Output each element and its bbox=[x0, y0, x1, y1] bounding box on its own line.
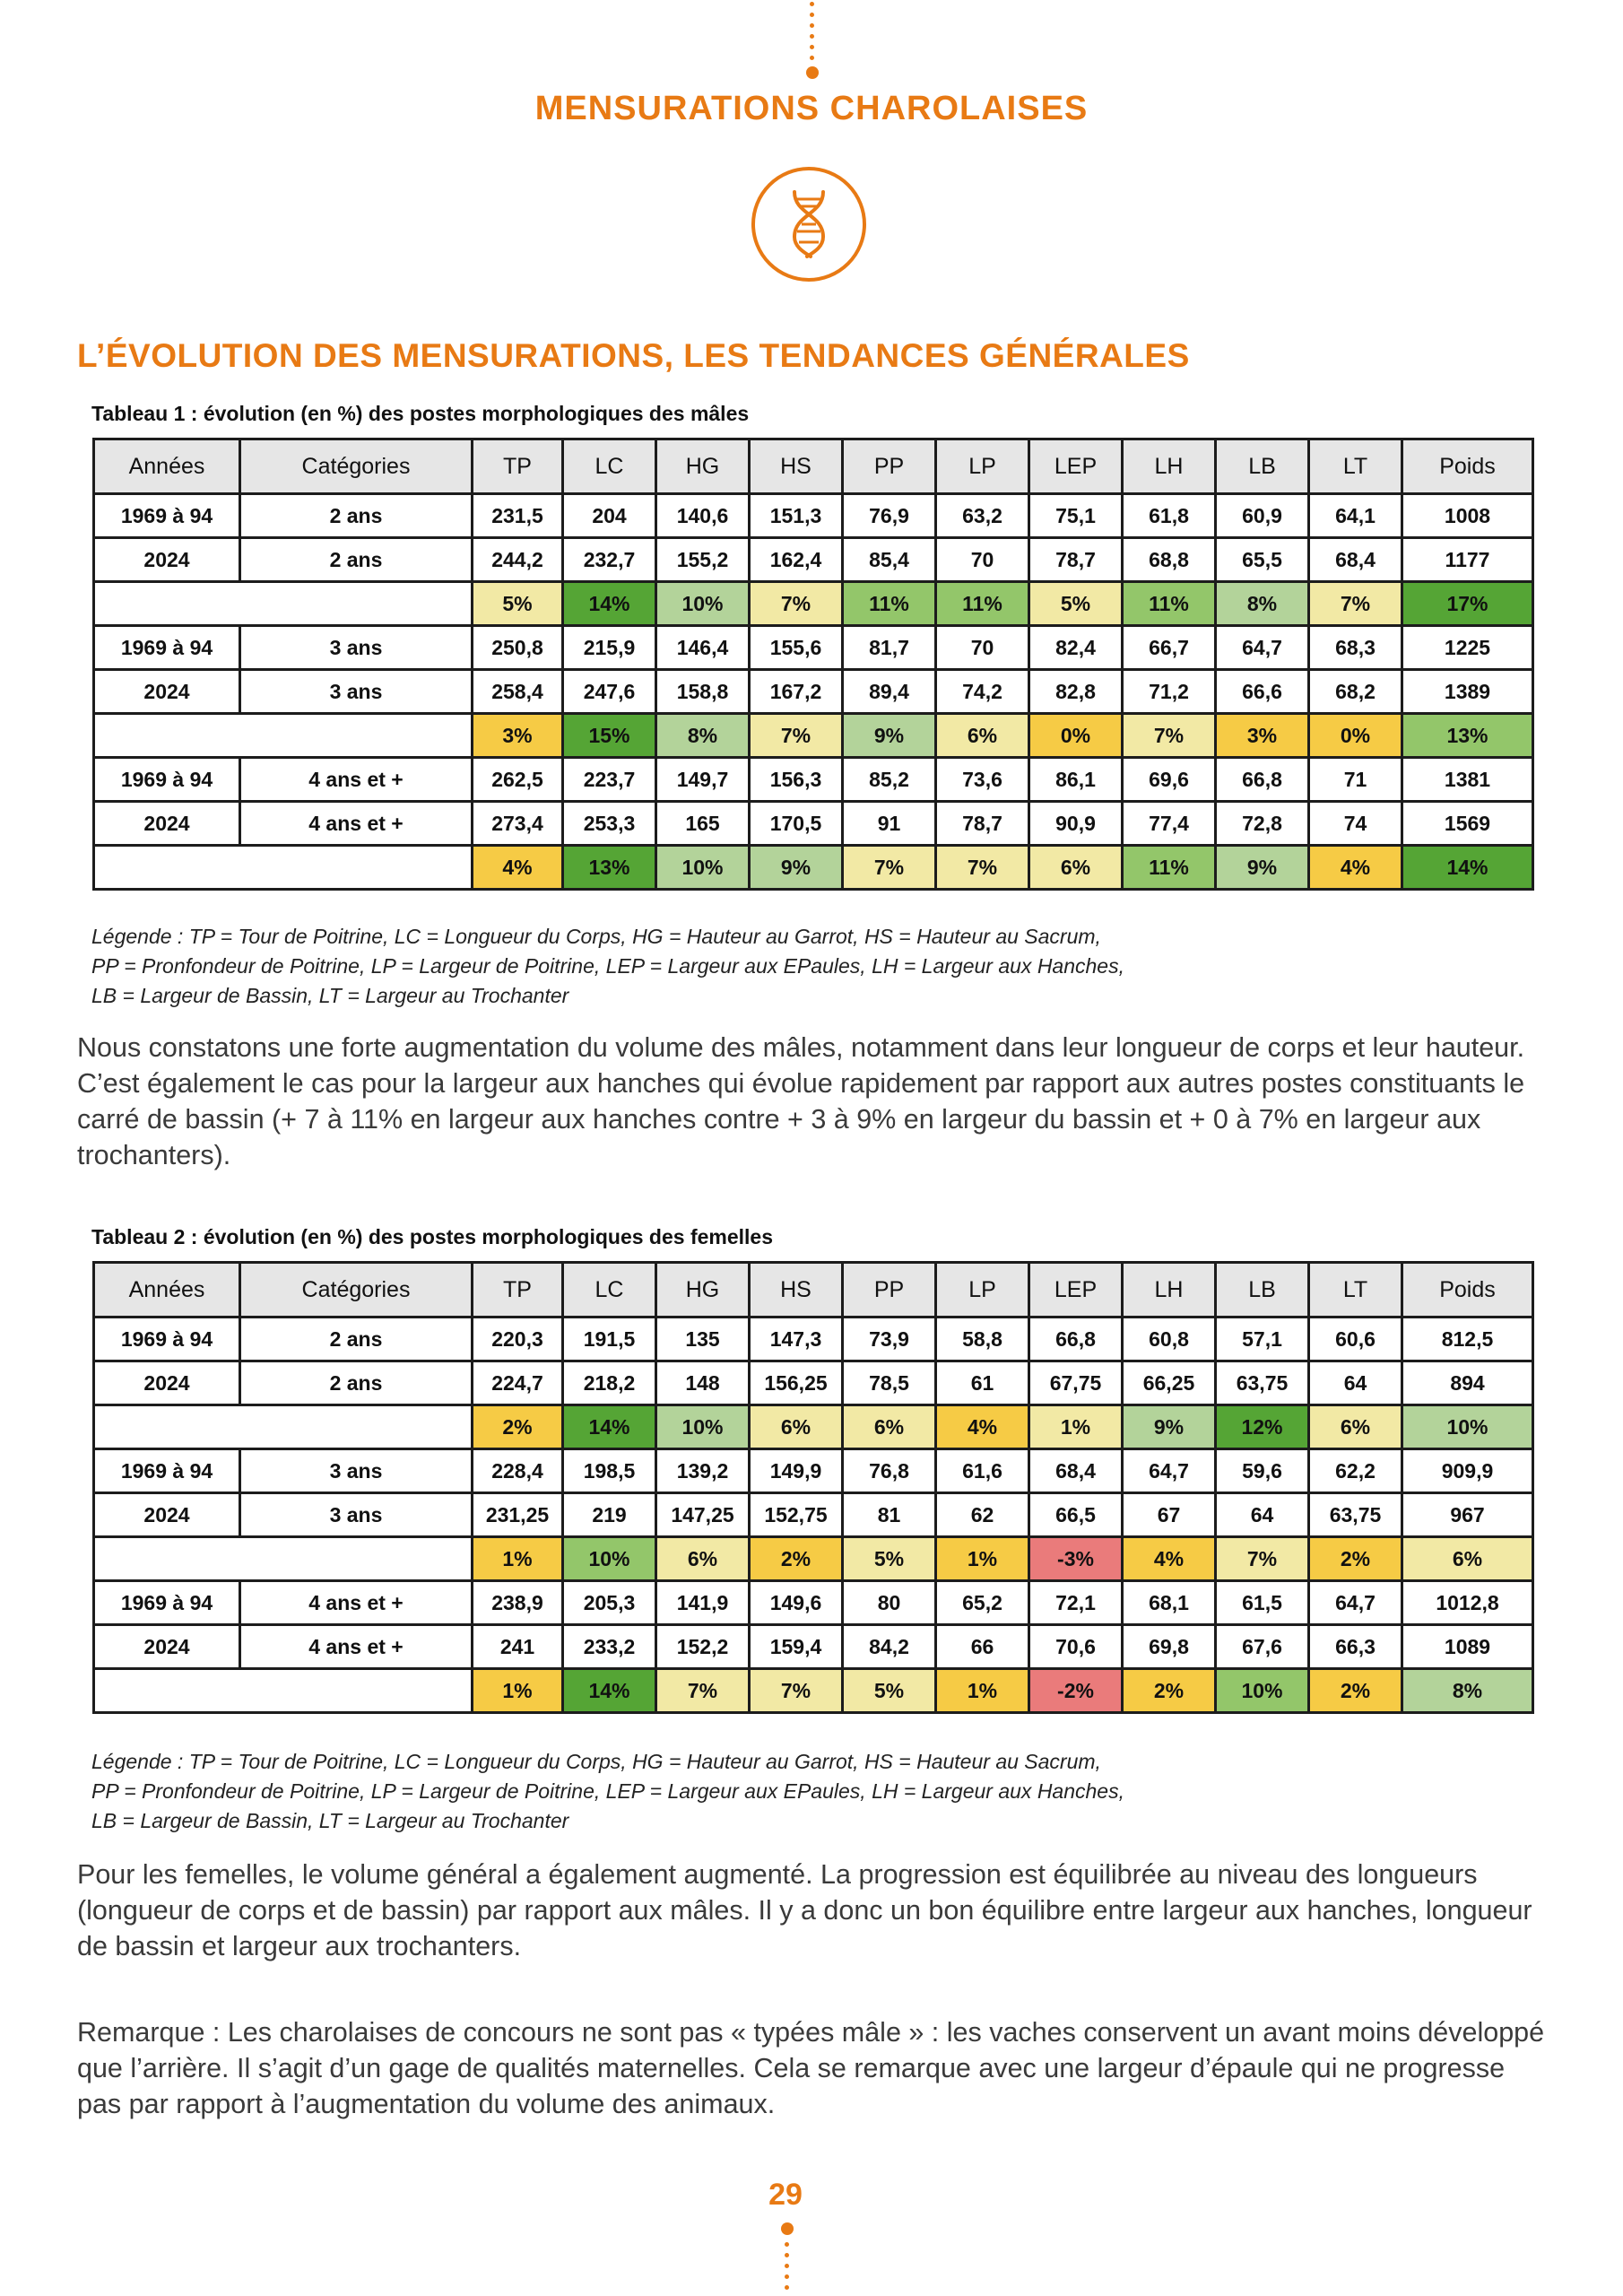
table-cell: 155,6 bbox=[750, 626, 843, 670]
table-cell: 135 bbox=[656, 1318, 750, 1361]
column-header: Catégories bbox=[240, 1263, 473, 1318]
table-row bbox=[94, 1318, 1533, 1361]
legend-line: LB = Largeur de Bassin, LT = Largeur au Trochanter bbox=[91, 984, 569, 1007]
table-cell: 60,8 bbox=[1123, 1318, 1216, 1361]
percent-cell: 5% bbox=[843, 1669, 936, 1713]
percent-cell: 1% bbox=[936, 1669, 1029, 1713]
percent-cell: 14% bbox=[563, 582, 656, 626]
table-cell: 233,2 bbox=[563, 1625, 656, 1669]
table-cell: 70 bbox=[936, 626, 1029, 670]
percent-cell: 5% bbox=[1029, 582, 1123, 626]
empty-cell bbox=[94, 1537, 473, 1581]
table-cell: 60,6 bbox=[1309, 1318, 1402, 1361]
table-cell: 57,1 bbox=[1216, 1318, 1309, 1361]
percent-cell: 4% bbox=[936, 1405, 1029, 1449]
percent-cell: 0% bbox=[1029, 714, 1123, 758]
table-cell: 219 bbox=[563, 1493, 656, 1537]
table2-caption: Tableau 2 : évolution (en %) des postes morphologiques des femelles bbox=[91, 1225, 773, 1248]
legend-line: PP = Pronfondeur de Poitrine, LP = Largeur de Poitrine, LEP = Largeur aux EPaules, LH = Largeur aux Hanches, bbox=[91, 954, 1124, 978]
percent-cell: 6% bbox=[936, 714, 1029, 758]
table-cell: 152,2 bbox=[656, 1625, 750, 1669]
table-row bbox=[94, 758, 1533, 802]
table-cell: 220,3 bbox=[473, 1318, 563, 1361]
percent-cell: 7% bbox=[936, 846, 1029, 890]
paragraph-males: Nous constatons une forte augmentation du volume des mâles, notamment dans leur longueur de corps et leur hauteur. C’est également le cas pour la largeur aux hanches qui évolue rapidement par rapport aux autres postes constituants le carré de bassin (+ 7 à 11% en largeur aux hanches contre + 3 à 9% en largeur du bassin et + 0 à 7% en largeur aux trochanters). bbox=[77, 1032, 1525, 1170]
table-row bbox=[94, 670, 1533, 714]
table-cell: 2024 bbox=[94, 1625, 240, 1669]
table-cell: 231,25 bbox=[473, 1493, 563, 1537]
table-cell: 71 bbox=[1309, 758, 1402, 802]
table1-caption: Tableau 1 : évolution (en %) des postes morphologiques des mâles bbox=[91, 402, 750, 425]
table-cell: 224,7 bbox=[473, 1361, 563, 1405]
column-header: Années bbox=[94, 1263, 240, 1318]
percent-cell: 2% bbox=[750, 1537, 843, 1581]
table-cell: 65,2 bbox=[936, 1581, 1029, 1625]
percent-cell: 11% bbox=[1123, 846, 1216, 890]
table-cell: 85,4 bbox=[843, 538, 936, 582]
table-cell: 149,9 bbox=[750, 1449, 843, 1493]
table-cell: 68,3 bbox=[1309, 626, 1402, 670]
table-cell: 152,75 bbox=[750, 1493, 843, 1537]
table-cell: 148 bbox=[656, 1361, 750, 1405]
table-cell: 1381 bbox=[1402, 758, 1533, 802]
table-cell: 1969 à 94 bbox=[94, 758, 240, 802]
table-cell: 89,4 bbox=[843, 670, 936, 714]
table-cell: 70 bbox=[936, 538, 1029, 582]
table-cell: 74 bbox=[1309, 802, 1402, 846]
table-cell: 162,4 bbox=[750, 538, 843, 582]
table-cell: 66,3 bbox=[1309, 1625, 1402, 1669]
table-cell: 70,6 bbox=[1029, 1625, 1123, 1669]
percent-cell: 1% bbox=[473, 1537, 563, 1581]
table-cell: 204 bbox=[563, 494, 656, 538]
table-cell: 1969 à 94 bbox=[94, 1449, 240, 1493]
percent-cell: 8% bbox=[1216, 582, 1309, 626]
table-cell: 262,5 bbox=[473, 758, 563, 802]
percent-cell: 2% bbox=[1309, 1669, 1402, 1713]
percent-cell: 4% bbox=[1123, 1537, 1216, 1581]
table-cell: 244,2 bbox=[473, 538, 563, 582]
table-cell: 65,5 bbox=[1216, 538, 1309, 582]
table-cell: 1969 à 94 bbox=[94, 626, 240, 670]
table-cell: 66,8 bbox=[1216, 758, 1309, 802]
table-cell: 64,7 bbox=[1123, 1449, 1216, 1493]
percent-cell: 7% bbox=[843, 846, 936, 890]
table-cell: 3 ans bbox=[240, 670, 473, 714]
table-cell: 63,75 bbox=[1216, 1361, 1309, 1405]
table-cell: 61 bbox=[936, 1361, 1029, 1405]
table-cell: 247,6 bbox=[563, 670, 656, 714]
table-cell: 67,75 bbox=[1029, 1361, 1123, 1405]
table-cell: 66,7 bbox=[1123, 626, 1216, 670]
percent-cell: 11% bbox=[843, 582, 936, 626]
percent-cell: 9% bbox=[843, 714, 936, 758]
table-cell: 71,2 bbox=[1123, 670, 1216, 714]
column-header: LEP bbox=[1029, 439, 1123, 494]
table-cell: 62 bbox=[936, 1493, 1029, 1537]
table-cell: 2024 bbox=[94, 1493, 240, 1537]
table-cell: 140,6 bbox=[656, 494, 750, 538]
table-cell: 69,8 bbox=[1123, 1625, 1216, 1669]
table-cell: 167,2 bbox=[750, 670, 843, 714]
table-cell: 1008 bbox=[1402, 494, 1533, 538]
table-row bbox=[94, 1581, 1533, 1625]
table-cell: 253,3 bbox=[563, 802, 656, 846]
percent-cell: 8% bbox=[1402, 1669, 1533, 1713]
table-cell: 156,25 bbox=[750, 1361, 843, 1405]
table-cell: 2 ans bbox=[240, 494, 473, 538]
percent-row bbox=[94, 582, 1533, 626]
table-cell: 165 bbox=[656, 802, 750, 846]
table-cell: 77,4 bbox=[1123, 802, 1216, 846]
table-cell: 146,4 bbox=[656, 626, 750, 670]
column-header: HG bbox=[656, 1263, 750, 1318]
dna-icon bbox=[750, 165, 868, 283]
table-cell: 85,2 bbox=[843, 758, 936, 802]
column-header: LC bbox=[563, 1263, 656, 1318]
table-cell: 241 bbox=[473, 1625, 563, 1669]
column-header: LB bbox=[1216, 439, 1309, 494]
column-header: LT bbox=[1309, 439, 1402, 494]
table-cell: 894 bbox=[1402, 1361, 1533, 1405]
percent-cell: -2% bbox=[1029, 1669, 1123, 1713]
table-cell: 250,8 bbox=[473, 626, 563, 670]
percent-cell: -3% bbox=[1029, 1537, 1123, 1581]
percent-cell: 5% bbox=[843, 1537, 936, 1581]
table-cell: 75,1 bbox=[1029, 494, 1123, 538]
table-cell: 82,8 bbox=[1029, 670, 1123, 714]
table-cell: 60,9 bbox=[1216, 494, 1309, 538]
table2-header-row bbox=[94, 1263, 1533, 1318]
table-cell: 68,8 bbox=[1123, 538, 1216, 582]
percent-cell: 7% bbox=[656, 1669, 750, 1713]
percent-cell: 1% bbox=[936, 1537, 1029, 1581]
table-cell: 81,7 bbox=[843, 626, 936, 670]
percent-cell: 13% bbox=[563, 846, 656, 890]
table-cell: 74,2 bbox=[936, 670, 1029, 714]
table-cell: 2 ans bbox=[240, 1318, 473, 1361]
table-cell: 58,8 bbox=[936, 1318, 1029, 1361]
table-cell: 2 ans bbox=[240, 538, 473, 582]
percent-cell: 7% bbox=[750, 1669, 843, 1713]
column-header: LC bbox=[563, 439, 656, 494]
percent-cell: 4% bbox=[473, 846, 563, 890]
table-cell: 215,9 bbox=[563, 626, 656, 670]
table-cell: 3 ans bbox=[240, 1493, 473, 1537]
table-cell: 139,2 bbox=[656, 1449, 750, 1493]
percent-cell: 6% bbox=[1029, 846, 1123, 890]
column-header: LP bbox=[936, 439, 1029, 494]
empty-cell bbox=[94, 582, 473, 626]
column-header: LH bbox=[1123, 439, 1216, 494]
table-cell: 231,5 bbox=[473, 494, 563, 538]
percent-cell: 15% bbox=[563, 714, 656, 758]
percent-cell: 9% bbox=[1123, 1405, 1216, 1449]
table-cell: 61,6 bbox=[936, 1449, 1029, 1493]
percent-cell: 10% bbox=[563, 1537, 656, 1581]
table-cell: 68,4 bbox=[1029, 1449, 1123, 1493]
percent-cell: 1% bbox=[473, 1669, 563, 1713]
legend-line: Légende : TP = Tour de Poitrine, LC = Longueur du Corps, HG = Hauteur au Garrot, HS = Hauteur au Sacrum, bbox=[91, 1750, 1101, 1773]
table-cell: 2 ans bbox=[240, 1361, 473, 1405]
table-cell: 1969 à 94 bbox=[94, 1318, 240, 1361]
table-cell: 156,3 bbox=[750, 758, 843, 802]
column-header: HS bbox=[750, 1263, 843, 1318]
table-cell: 86,1 bbox=[1029, 758, 1123, 802]
table-row bbox=[94, 1449, 1533, 1493]
table-cell: 1225 bbox=[1402, 626, 1533, 670]
percent-cell: 14% bbox=[563, 1405, 656, 1449]
percent-cell: 10% bbox=[656, 1405, 750, 1449]
column-header: TP bbox=[473, 439, 563, 494]
table-cell: 218,2 bbox=[563, 1361, 656, 1405]
page-number: 29 bbox=[768, 2178, 803, 2212]
legend-line: PP = Pronfondeur de Poitrine, LP = Largeur de Poitrine, LEP = Largeur aux EPaules, LH = Largeur aux Hanches, bbox=[91, 1779, 1124, 1803]
table-cell: 2024 bbox=[94, 670, 240, 714]
table-cell: 223,7 bbox=[563, 758, 656, 802]
table1-legend bbox=[91, 922, 1124, 1011]
table-cell: 66,8 bbox=[1029, 1318, 1123, 1361]
table-cell: 1969 à 94 bbox=[94, 494, 240, 538]
percent-row bbox=[94, 846, 1533, 890]
table-cell: 67,6 bbox=[1216, 1625, 1309, 1669]
table-cell: 191,5 bbox=[563, 1318, 656, 1361]
empty-cell bbox=[94, 1669, 473, 1713]
table-cell: 151,3 bbox=[750, 494, 843, 538]
table-cell: 4 ans et + bbox=[240, 758, 473, 802]
percent-cell: 10% bbox=[1216, 1669, 1309, 1713]
table-cell: 205,3 bbox=[563, 1581, 656, 1625]
table-cell: 273,4 bbox=[473, 802, 563, 846]
table-cell: 63,2 bbox=[936, 494, 1029, 538]
percent-row bbox=[94, 1405, 1533, 1449]
percent-cell: 0% bbox=[1309, 714, 1402, 758]
column-header: Poids bbox=[1402, 439, 1533, 494]
percent-cell: 6% bbox=[1402, 1537, 1533, 1581]
table-cell: 81 bbox=[843, 1493, 936, 1537]
table-row bbox=[94, 1625, 1533, 1669]
column-header: Catégories bbox=[240, 439, 473, 494]
table-cell: 67 bbox=[1123, 1493, 1216, 1537]
paragraph-females: Pour les femelles, le volume général a également augmenté. La progression est équilibrée au niveau des longueurs (longueur de corps et de bassin) par rapport aux mâles. Il y a donc un bon équilibre entre largeur aux hanches, longueur de bassin et largeur aux trochanters. bbox=[77, 1859, 1532, 1961]
table-cell: 909,9 bbox=[1402, 1449, 1533, 1493]
table-cell: 78,5 bbox=[843, 1361, 936, 1405]
percent-cell: 6% bbox=[656, 1537, 750, 1581]
percent-cell: 3% bbox=[1216, 714, 1309, 758]
percent-row bbox=[94, 714, 1533, 758]
table-cell: 66,25 bbox=[1123, 1361, 1216, 1405]
table-cell: 1012,8 bbox=[1402, 1581, 1533, 1625]
table-cell: 4 ans et + bbox=[240, 1581, 473, 1625]
table-cell: 90,9 bbox=[1029, 802, 1123, 846]
percent-cell: 11% bbox=[1123, 582, 1216, 626]
section-heading: L’ÉVOLUTION DES MENSURATIONS, LES TENDANCES GÉNÉRALES bbox=[77, 337, 1190, 374]
percent-cell: 7% bbox=[1123, 714, 1216, 758]
percent-cell: 1% bbox=[1029, 1405, 1123, 1449]
table-cell: 149,6 bbox=[750, 1581, 843, 1625]
table-cell: 3 ans bbox=[240, 1449, 473, 1493]
percent-cell: 3% bbox=[473, 714, 563, 758]
legend-line: Légende : TP = Tour de Poitrine, LC = Longueur du Corps, HG = Hauteur au Garrot, HS = Hauteur au Sacrum, bbox=[91, 925, 1101, 948]
column-header: Poids bbox=[1402, 1263, 1533, 1318]
table-cell: 78,7 bbox=[1029, 538, 1123, 582]
percent-cell: 10% bbox=[656, 846, 750, 890]
percent-cell: 10% bbox=[656, 582, 750, 626]
percent-cell: 2% bbox=[473, 1405, 563, 1449]
table-cell: 78,7 bbox=[936, 802, 1029, 846]
percent-cell: 13% bbox=[1402, 714, 1533, 758]
table-cell: 72,1 bbox=[1029, 1581, 1123, 1625]
table-cell: 967 bbox=[1402, 1493, 1533, 1537]
table-cell: 68,4 bbox=[1309, 538, 1402, 582]
table-cell: 147,3 bbox=[750, 1318, 843, 1361]
table-cell: 68,1 bbox=[1123, 1581, 1216, 1625]
table-cell: 232,7 bbox=[563, 538, 656, 582]
table-cell: 149,7 bbox=[656, 758, 750, 802]
table-cell: 812,5 bbox=[1402, 1318, 1533, 1361]
percent-cell: 14% bbox=[563, 1669, 656, 1713]
table-cell: 62,2 bbox=[1309, 1449, 1402, 1493]
percent-cell: 11% bbox=[936, 582, 1029, 626]
percent-cell: 8% bbox=[656, 714, 750, 758]
table-cell: 1089 bbox=[1402, 1625, 1533, 1669]
percent-cell: 14% bbox=[1402, 846, 1533, 890]
percent-cell: 17% bbox=[1402, 582, 1533, 626]
table-row bbox=[94, 1361, 1533, 1405]
percent-cell: 10% bbox=[1402, 1405, 1533, 1449]
table1-header-row bbox=[94, 439, 1533, 494]
table-cell: 198,5 bbox=[563, 1449, 656, 1493]
percent-row bbox=[94, 1537, 1533, 1581]
table-row bbox=[94, 494, 1533, 538]
table-cell: 66,6 bbox=[1216, 670, 1309, 714]
table-row bbox=[94, 538, 1533, 582]
column-header: LP bbox=[936, 1263, 1029, 1318]
column-header: LB bbox=[1216, 1263, 1309, 1318]
table-cell: 1389 bbox=[1402, 670, 1533, 714]
table-cell: 155,2 bbox=[656, 538, 750, 582]
table-cell: 170,5 bbox=[750, 802, 843, 846]
table-cell: 228,4 bbox=[473, 1449, 563, 1493]
percent-cell: 9% bbox=[1216, 846, 1309, 890]
table-cell: 72,8 bbox=[1216, 802, 1309, 846]
percent-cell: 4% bbox=[1309, 846, 1402, 890]
table-cell: 147,25 bbox=[656, 1493, 750, 1537]
table-cell: 66,5 bbox=[1029, 1493, 1123, 1537]
table-cell: 64,1 bbox=[1309, 494, 1402, 538]
percent-cell: 6% bbox=[750, 1405, 843, 1449]
table-cell: 258,4 bbox=[473, 670, 563, 714]
table-cell: 141,9 bbox=[656, 1581, 750, 1625]
table-cell: 91 bbox=[843, 802, 936, 846]
column-header: PP bbox=[843, 1263, 936, 1318]
table-cell: 64,7 bbox=[1309, 1581, 1402, 1625]
percent-cell: 7% bbox=[1216, 1537, 1309, 1581]
table-cell: 59,6 bbox=[1216, 1449, 1309, 1493]
column-header: PP bbox=[843, 439, 936, 494]
empty-cell bbox=[94, 846, 473, 890]
column-header: LT bbox=[1309, 1263, 1402, 1318]
page-title: MENSURATIONS CHAROLAISES bbox=[534, 90, 1089, 127]
table2 bbox=[92, 1261, 1534, 1714]
table-cell: 1177 bbox=[1402, 538, 1533, 582]
percent-cell: 7% bbox=[750, 714, 843, 758]
percent-cell: 5% bbox=[473, 582, 563, 626]
legend-line: LB = Largeur de Bassin, LT = Largeur au Trochanter bbox=[91, 1809, 569, 1832]
column-header: TP bbox=[473, 1263, 563, 1318]
table-cell: 2024 bbox=[94, 1361, 240, 1405]
table-cell: 2024 bbox=[94, 802, 240, 846]
column-header: Années bbox=[94, 439, 240, 494]
percent-cell: 7% bbox=[1309, 582, 1402, 626]
percent-cell: 6% bbox=[1309, 1405, 1402, 1449]
table-cell: 238,9 bbox=[473, 1581, 563, 1625]
table-cell: 63,75 bbox=[1309, 1493, 1402, 1537]
percent-cell: 7% bbox=[750, 582, 843, 626]
empty-cell bbox=[94, 714, 473, 758]
table-row bbox=[94, 802, 1533, 846]
column-header: LEP bbox=[1029, 1263, 1123, 1318]
table-cell: 69,6 bbox=[1123, 758, 1216, 802]
table-cell: 61,8 bbox=[1123, 494, 1216, 538]
table-row bbox=[94, 1493, 1533, 1537]
column-header: HS bbox=[750, 439, 843, 494]
table-cell: 159,4 bbox=[750, 1625, 843, 1669]
table-cell: 4 ans et + bbox=[240, 802, 473, 846]
column-header: HG bbox=[656, 439, 750, 494]
table2-legend bbox=[91, 1747, 1124, 1836]
table-cell: 64,7 bbox=[1216, 626, 1309, 670]
table-row bbox=[94, 626, 1533, 670]
table-cell: 73,9 bbox=[843, 1318, 936, 1361]
table-cell: 66 bbox=[936, 1625, 1029, 1669]
table-cell: 64 bbox=[1309, 1361, 1402, 1405]
table-cell: 61,5 bbox=[1216, 1581, 1309, 1625]
percent-cell: 9% bbox=[750, 846, 843, 890]
table-cell: 84,2 bbox=[843, 1625, 936, 1669]
table-cell: 76,9 bbox=[843, 494, 936, 538]
table-cell: 158,8 bbox=[656, 670, 750, 714]
percent-cell: 2% bbox=[1123, 1669, 1216, 1713]
table-cell: 1969 à 94 bbox=[94, 1581, 240, 1625]
top-dotted-line bbox=[805, 0, 818, 83]
table-cell: 68,2 bbox=[1309, 670, 1402, 714]
percent-cell: 2% bbox=[1309, 1537, 1402, 1581]
bottom-dotted-line bbox=[780, 2222, 793, 2296]
table-cell: 1569 bbox=[1402, 802, 1533, 846]
table1 bbox=[92, 438, 1534, 891]
column-header: LH bbox=[1123, 1263, 1216, 1318]
percent-row bbox=[94, 1669, 1533, 1713]
percent-cell: 6% bbox=[843, 1405, 936, 1449]
table-cell: 4 ans et + bbox=[240, 1625, 473, 1669]
empty-cell bbox=[94, 1405, 473, 1449]
table-cell: 80 bbox=[843, 1581, 936, 1625]
percent-cell: 12% bbox=[1216, 1405, 1309, 1449]
table-cell: 73,6 bbox=[936, 758, 1029, 802]
table-cell: 64 bbox=[1216, 1493, 1309, 1537]
table-cell: 2024 bbox=[94, 538, 240, 582]
paragraph-remark: Remarque : Les charolaises de concours ne sont pas « typées mâle » : les vaches conservent un avant moins développé que l’arrière. Il s’agit d’un gage de qualités maternelles. Cela se remarque avec une largeur d’épaule qui ne progresse pas par rapport à l’augmentation du volume des animaux. bbox=[77, 2017, 1545, 2119]
table-cell: 3 ans bbox=[240, 626, 473, 670]
table-cell: 82,4 bbox=[1029, 626, 1123, 670]
table-cell: 76,8 bbox=[843, 1449, 936, 1493]
